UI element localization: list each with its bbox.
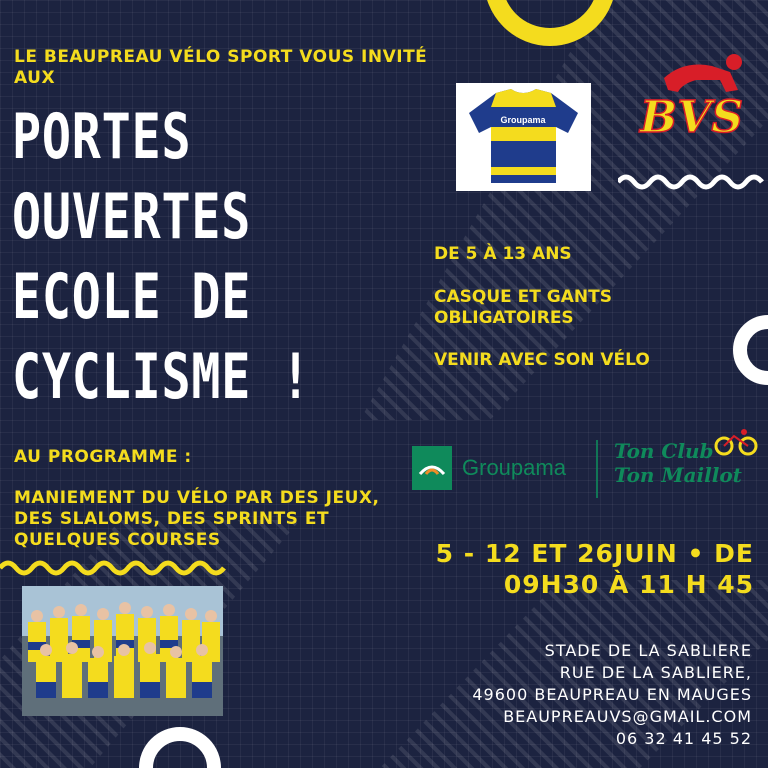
title-line-2: OUVERTES [12, 180, 252, 253]
date-line-1: 5 - 12 ET 26JUIN • DE [435, 539, 754, 568]
intro-text: LE BEAUPREAU VÉLO SPORT VOUS INVITÉ AUX [14, 47, 428, 88]
address-street: RUE DE LA SABLIERE, [559, 663, 752, 682]
groupama-logo-icon [412, 446, 452, 490]
date-schedule [390, 538, 754, 600]
equipment-text: CASQUE ET GANTS OBLIGATOIRES [434, 287, 612, 328]
wave-decoration-white [618, 170, 768, 194]
jersey-image [456, 83, 591, 191]
groupama-logo-text: Groupama [462, 455, 566, 480]
address-block [400, 640, 752, 750]
ring-decoration-white-bottom [130, 718, 230, 768]
address-phone: 06 32 41 45 52 [615, 729, 752, 748]
age-range: DE 5 À 13 ANS [434, 244, 572, 264]
title-line-3: ECOLE DE [12, 260, 252, 333]
sponsor-divider [596, 440, 598, 498]
programme-label: AU PROGRAMME : [14, 447, 192, 467]
wave-decoration-yellow [0, 556, 235, 580]
title-line-4: CYCLISME ! [12, 340, 311, 413]
team-photo [22, 586, 223, 716]
date-line-2: 09H30 À 11 H 45 [503, 570, 754, 599]
title-line-1: PORTES [12, 100, 192, 173]
bvs-logo [634, 50, 760, 142]
bicycle-icon [714, 428, 758, 456]
ring-decoration-yellow [470, 0, 630, 60]
ring-decoration-white-right [728, 310, 768, 390]
club-slogan-line-1: Ton Club [614, 439, 714, 463]
jersey-brand-text: Groupama [500, 115, 546, 125]
address-venue: STADE DE LA SABLIERE [544, 641, 752, 660]
bike-text: VENIR AVEC SON VÉLO [434, 350, 650, 370]
bvs-logo-text: BVS [640, 92, 744, 142]
address-email: BEAUPREAUVS@GMAIL.COM [503, 707, 752, 726]
programme-text: MANIEMENT DU VÉLO PAR DES JEUX, DES SLALOMS, DES SPRINTS ET QUELQUES COURSES [14, 488, 380, 550]
club-slogan-line-2: Ton Maillot [614, 463, 742, 487]
address-city: 49600 BEAUPREAU EN MAUGES [472, 685, 752, 704]
